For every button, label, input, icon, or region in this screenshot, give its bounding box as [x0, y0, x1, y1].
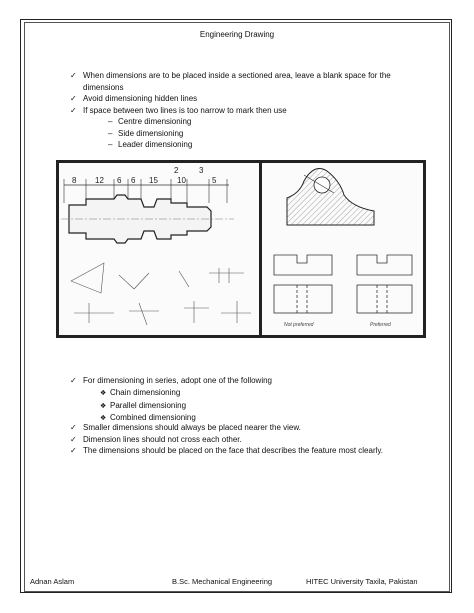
- list-item: ✓ When dimensions are to be placed inside a sectioned area, leave a blank space for the: [70, 71, 391, 80]
- dim-label: 15: [149, 176, 158, 185]
- footer-program: B.Sc. Mechanical Engineering: [172, 577, 273, 586]
- list-item: ✓ For dimensioning in series, adopt one of the following: [70, 376, 272, 385]
- list-item: ✓ Smaller dimensions should always be placed nearer the view.: [70, 423, 301, 432]
- dimensioning-methods-list: [108, 116, 308, 151]
- dim-label: 12: [95, 176, 104, 185]
- not-preferred-caption: Not preferred: [284, 322, 314, 328]
- shaft-dimensioning-panel: [59, 163, 259, 335]
- list-item: – Leader dimensioning: [108, 140, 193, 149]
- shaft-drawing: [59, 163, 259, 335]
- check-icon: ✓: [70, 434, 77, 444]
- dash-icon: –: [108, 128, 113, 138]
- rules-bullet-list: [70, 422, 440, 457]
- preferred-caption: Preferred: [370, 322, 391, 328]
- top-bullet-list: [70, 70, 430, 116]
- dim-label: 5: [212, 176, 217, 185]
- footer-author: Adnan Aslam: [30, 577, 75, 586]
- dim-label: 2: [174, 166, 179, 175]
- diamond-icon: ❖: [100, 414, 107, 422]
- page-header: Engineering Drawing: [199, 30, 275, 39]
- check-icon: ✓: [70, 376, 77, 385]
- check-icon: ✓: [70, 71, 77, 80]
- footer-university: HITEC University Taxila, Pakistan: [306, 577, 418, 586]
- check-icon: ✓: [70, 105, 77, 115]
- list-item: ❖ Combined dimensioning: [100, 412, 320, 425]
- list-item: ✓ If space between two lines is too narrow to mark then use: [70, 105, 287, 115]
- list-item: ✓ Avoid dimensioning hidden lines: [70, 94, 198, 103]
- list-item: – Centre dimensioning: [108, 117, 192, 126]
- dim-label: 3: [199, 166, 204, 175]
- diamond-icon: ❖: [100, 389, 107, 397]
- dim-label: 6: [131, 176, 136, 185]
- list-item: ❖ Chain dimensioning: [100, 387, 320, 400]
- check-icon: ✓: [70, 94, 77, 103]
- section-drawing: [262, 163, 423, 335]
- list-item: ❖ Parallel dimensioning: [100, 400, 320, 413]
- dim-label: 10: [177, 176, 186, 185]
- diamond-icon: ❖: [100, 401, 107, 410]
- dim-label: 6: [117, 176, 122, 185]
- dimensioning-figure: [56, 160, 426, 338]
- series-methods-list: [100, 387, 320, 425]
- list-item: ✓ Dimension lines should not cross each other.: [70, 434, 242, 444]
- dash-icon: –: [108, 117, 113, 126]
- list-item: – Side dimensioning: [108, 128, 184, 138]
- dim-label: 8: [72, 176, 77, 185]
- check-icon: ✓: [70, 446, 77, 455]
- series-bullet-list: [70, 375, 440, 387]
- list-item: ✓ The dimensions should be placed on the face that describes the feature most clearly.: [70, 446, 384, 455]
- dash-icon: –: [108, 140, 113, 149]
- section-dimensioning-panel: [262, 163, 423, 335]
- check-icon: ✓: [70, 423, 77, 432]
- list-item-continuation: dimensions: [83, 82, 124, 92]
